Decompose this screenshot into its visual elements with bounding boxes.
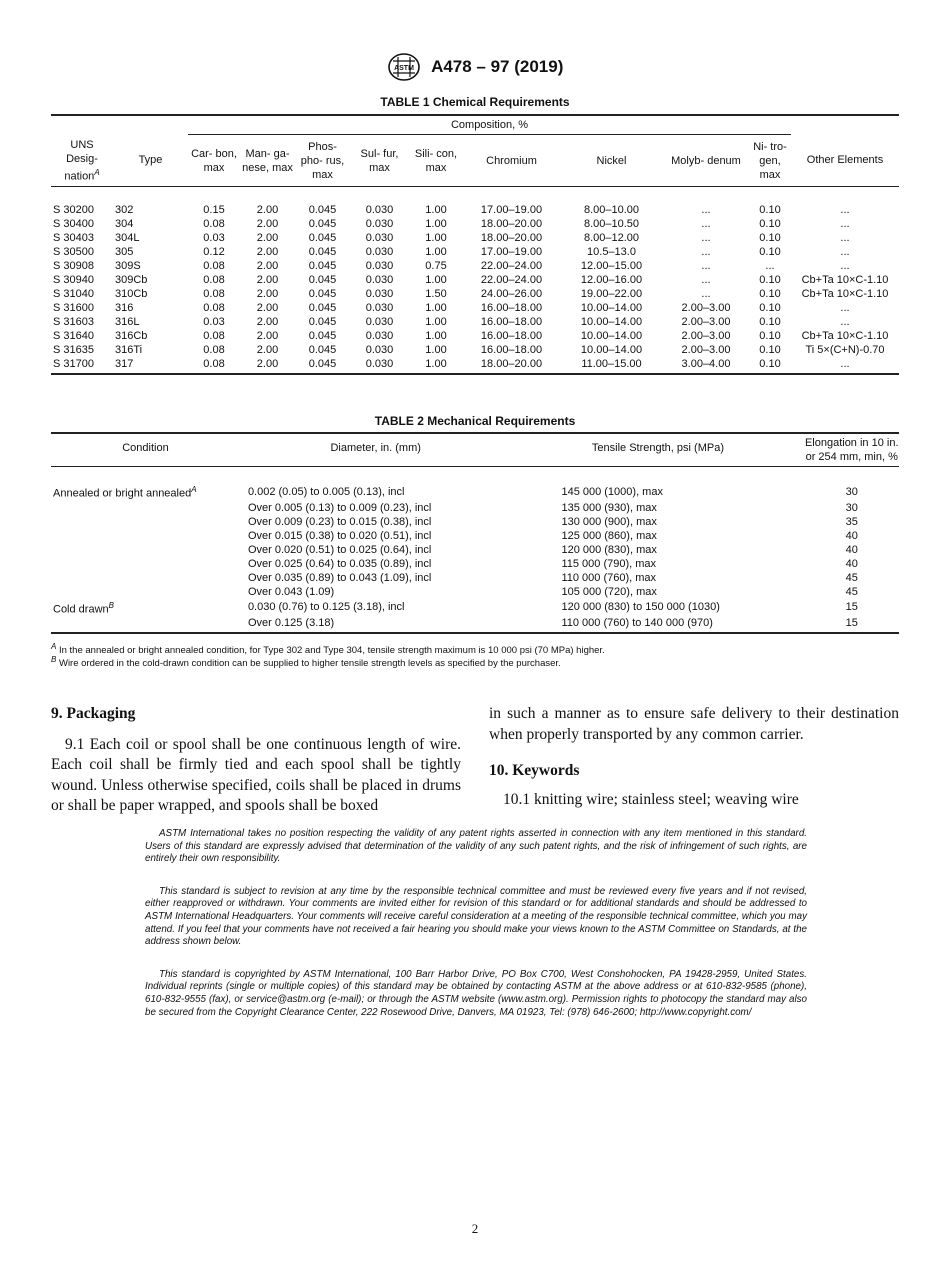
page-number: 2 [471, 1221, 479, 1236]
elongation-cell: 40 [845, 529, 858, 542]
table-row [51, 245, 899, 259]
table-cell: 0.10 [759, 218, 781, 231]
condition-cell [51, 585, 240, 599]
table-cell: 0.08 [188, 357, 240, 374]
table-cell: S 31603 [53, 316, 94, 329]
table-cell: 1.50 [425, 288, 447, 301]
table-cell: 19.00–22.00 [580, 288, 643, 301]
table-cell: 1.00 [425, 316, 447, 329]
table-cell: 17.00–19.00 [480, 246, 543, 259]
table-cell: 309Cb [115, 274, 148, 287]
table-cell: 0.08 [203, 274, 225, 287]
table-cell: 317 [113, 357, 188, 374]
table-cell: 316Cb [115, 330, 148, 343]
table-cell: 10.00–14.00 [580, 330, 643, 343]
table-cell: 8.00–10.00 [583, 204, 640, 217]
table-cell: Cb+Ta 10×C-1.10 [801, 274, 889, 287]
table-cell: 2.00–3.00 [681, 302, 731, 315]
table-row [51, 187, 899, 218]
table-cell: 16.00–18.00 [480, 302, 543, 315]
table-cell: 309S [115, 260, 141, 273]
condition-cell: Annealed or bright annealed$^A$ [53, 485, 197, 500]
table-cell: 0.08 [203, 330, 225, 343]
table-cell: 310Cb [115, 288, 148, 301]
table-row [51, 287, 899, 301]
table-cell: S 30908 [53, 260, 94, 273]
tensile-cell: 110 000 (760) to 140 000 (970) [511, 616, 804, 633]
elongation-cell: 45 [845, 571, 858, 584]
section9-heading: 9. Packaging [51, 705, 136, 722]
condition-cell: Cold drawn$^B$ [53, 600, 114, 616]
table-row [51, 501, 899, 515]
table-cell: 0.08 [203, 344, 225, 357]
col-molybdenum: Molyb- denum [663, 135, 749, 187]
table-cell: ... [701, 288, 711, 301]
table-cell: 1.00 [425, 330, 447, 343]
elongation-cell: 15 [804, 616, 899, 633]
table-row [51, 543, 899, 557]
table-cell: 1.00 [425, 302, 447, 315]
table-cell: 1.00 [425, 204, 447, 217]
table-cell: 2.00 [256, 204, 279, 217]
table-cell: 0.045 [308, 232, 337, 245]
table-cell: 0.045 [308, 316, 337, 329]
table-cell: 12.00–16.00 [580, 274, 643, 287]
tensile-cell: 105 000 (720), max [561, 585, 657, 598]
table-cell: 8.00–10.50 [583, 218, 640, 231]
table-cell: ... [791, 357, 899, 374]
table-cell: 10.00–14.00 [580, 344, 643, 357]
table-cell: 0.045 [308, 260, 337, 273]
tensile-cell: 120 000 (830), max [561, 543, 657, 556]
table-cell: 0.10 [759, 316, 781, 329]
table-cell: 18.00–20.00 [463, 357, 560, 374]
diameter-cell: Over 0.009 (0.23) to 0.015 (0.38), incl [247, 515, 432, 528]
table-cell: 0.10 [759, 204, 781, 217]
table-cell: 1.00 [425, 232, 447, 245]
table-cell: 2.00 [256, 218, 279, 231]
condition-cell [51, 501, 240, 515]
table-row [51, 357, 899, 374]
table-cell: 11.00–15.00 [560, 357, 663, 374]
table-cell: 10.5–13.0 [587, 246, 636, 259]
table-cell: 1.00 [425, 344, 447, 357]
table2-footnote-a: $^A$ In the annealed or bright annealed condition, for Type 302 and Type 304, tensile strength maximum is 10 000 psi (70 MPa) higher. [51, 642, 605, 657]
col-condition: Condition [51, 433, 240, 467]
table-cell: 0.10 [759, 246, 781, 259]
table2-footnote-b: $^B$ Wire ordered in the cold-drawn condition can be supplied to higher tensile strength levels as specified by the purchaser. [51, 655, 561, 670]
table-cell: 2.00 [256, 246, 279, 259]
table-cell: Cb+Ta 10×C-1.10 [801, 288, 889, 301]
tensile-cell: 120 000 (830) to 150 000 (1030) [561, 601, 720, 614]
revision-notice: This standard is subject to revision at any time by the responsible technical committee and must be reviewed every five years and if not revised, either reapproved or withdrawn. Your comments are invited either for revision of this standard or for additional standards and should be addressed to ASTM International Headquarters. Your comments will receive careful consideration at a meeting of the responsible technical committee, which you may attend. If you feel that your comments have not received a fair hearing you should make your views known to the ASTM Committee on Standards, at the address shown below. [145, 885, 807, 948]
table-cell: 16.00–18.00 [480, 330, 543, 343]
elongation-cell: 45 [845, 585, 858, 598]
tensile-cell: 115 000 (790), max [561, 557, 657, 570]
table-cell: 0.030 [365, 218, 394, 231]
table-cell: ... [840, 302, 850, 315]
tensile-cell: 145 000 (1000), max [561, 485, 663, 498]
table-cell: 2.00 [256, 344, 279, 357]
elongation-cell: 30 [845, 501, 858, 514]
table-cell: 0.030 [365, 204, 394, 217]
table-cell: ... [701, 218, 711, 231]
table-cell: 2.00–3.00 [681, 316, 731, 329]
table-cell: 0.030 [365, 274, 394, 287]
table-row [51, 599, 899, 617]
table-cell: 0.15 [203, 204, 225, 217]
table-cell: S 30940 [53, 274, 94, 287]
table-row [51, 616, 899, 633]
table-cell: 0.045 [308, 204, 337, 217]
table-cell: 0.030 [365, 302, 394, 315]
table-row [51, 515, 899, 529]
table-cell: 0.75 [425, 260, 447, 273]
table-cell: ... [840, 218, 850, 231]
table-cell: 22.00–24.00 [480, 260, 543, 273]
table-cell: S 30200 [53, 204, 94, 217]
elongation-cell: 30 [845, 485, 858, 498]
diameter-cell: Over 0.043 (1.09) [247, 585, 335, 598]
table-cell: Ti 5×(C+N)-0.70 [805, 344, 885, 357]
elongation-cell: 35 [845, 515, 858, 528]
table-cell: S 31600 [53, 302, 94, 315]
col-tensile: Tensile Strength, psi (MPa) [511, 433, 804, 467]
diameter-cell: Over 0.035 (0.89) to 0.043 (1.09), incl [247, 571, 432, 584]
section9-paragraph-continued: in such a manner as to ensure safe delivery to their destination when properly transported by any common carrier. [489, 705, 899, 743]
table-cell: 1.00 [425, 274, 447, 287]
table-row [51, 329, 899, 343]
table-cell: 2.00 [240, 357, 295, 374]
logo-text: ASTM [393, 65, 414, 72]
table-cell: 304 [115, 218, 134, 231]
table-cell: 0.045 [308, 218, 337, 231]
table-cell: 16.00–18.00 [480, 316, 543, 329]
condition-cell [51, 543, 240, 557]
table-cell: 0.045 [308, 274, 337, 287]
table-cell: 316L [115, 316, 140, 329]
table-cell: ... [701, 246, 711, 259]
table2-caption: TABLE 2 Mechanical Requirements [374, 414, 576, 428]
copyright-notice: This standard is copyrighted by ASTM International, 100 Barr Harbor Drive, PO Box C700, West Conshohocken, PA 19428-2959, United States. Individual reprints (single or multiple copies) of this standard may be obtained by contacting ASTM at the above address or at 610-832-9585 (phone), 610-832-9555 (fax), or service@astm.org (e-mail); or through the ASTM website (www.astm.org). Permission rights to photocopy the standard may also be secured from the Copyright Clearance Center, 222 Rosewood Drive, Danvers, MA 01923, Tel: (978) 646-2600; http://www.copyright.com/ [145, 968, 807, 1018]
table-cell: 1.00 [409, 357, 463, 374]
condition-cell [51, 616, 240, 633]
table-cell: 18.00–20.00 [480, 218, 543, 231]
section9-paragraph: 9.1 Each coil or spool shall be one continuous length of wire. Each coil shall be firmly tied and each spool shall be tightly wound. Unless otherwise specified, coils shall be placed in drums or shall be paper wrapped, and spools shall be boxed [51, 735, 461, 814]
condition-cell [51, 515, 240, 529]
diameter-cell: Over 0.015 (0.38) to 0.020 (0.51), incl [247, 529, 432, 542]
table-cell: 2.00 [256, 316, 279, 329]
table-cell: Cb+Ta 10×C-1.10 [801, 330, 889, 343]
table-cell: 2.00–3.00 [681, 344, 731, 357]
table-row [51, 571, 899, 585]
table-cell: 0.045 [295, 357, 350, 374]
table-cell: 0.08 [203, 260, 225, 273]
table-cell: 304L [115, 232, 140, 245]
table-cell: 0.045 [308, 288, 337, 301]
table-cell: 12.00–15.00 [580, 260, 643, 273]
table-cell: S 31700 [51, 357, 113, 374]
table-row [51, 301, 899, 315]
condition-cell [51, 557, 240, 571]
tensile-cell: 125 000 (860), max [561, 529, 657, 542]
table-cell: 2.00–3.00 [681, 330, 731, 343]
table-cell: 10.00–14.00 [580, 316, 643, 329]
table-cell: 2.00 [256, 330, 279, 343]
table-cell: 0.030 [365, 330, 394, 343]
elongation-cell: 40 [845, 543, 858, 556]
table-cell: 0.045 [308, 344, 337, 357]
table-cell: 0.10 [759, 274, 781, 287]
table-cell: ... [701, 274, 711, 287]
col-manganese: Man- ga- nese, max [240, 135, 295, 187]
table-row [51, 343, 899, 357]
table-cell: 2.00 [256, 302, 279, 315]
tensile-cell: 110 000 (760), max [561, 571, 657, 584]
table-cell: 0.045 [308, 330, 337, 343]
section10-paragraph: 10.1 knitting wire; stainless steel; weaving wire [503, 790, 799, 808]
table-cell: 0.045 [308, 302, 337, 315]
col-sulfur: Sul- fur, max [350, 135, 409, 187]
table-cell: 2.00 [256, 260, 279, 273]
table-cell: 2.00 [256, 232, 279, 245]
table-cell: 0.030 [365, 288, 394, 301]
table-cell: 18.00–20.00 [480, 232, 543, 245]
mechanical-requirements-table [51, 432, 899, 634]
table-cell: 0.030 [365, 260, 394, 273]
col-type: Type [113, 135, 188, 187]
table-cell: ... [765, 260, 775, 273]
elongation-cell: 15 [845, 601, 858, 614]
col-diameter: Diameter, in. (mm) [240, 433, 512, 467]
diameter-cell: Over 0.005 (0.13) to 0.009 (0.23), incl [247, 501, 432, 514]
col-chromium: Chromium [463, 135, 560, 187]
table-cell: 316Ti [115, 344, 143, 357]
table-cell: 302 [115, 204, 134, 217]
table-cell: S 31635 [53, 344, 94, 357]
table-cell: 0.12 [203, 246, 225, 259]
table-cell: 0.08 [203, 288, 225, 301]
col-other: Other Elements [791, 135, 899, 187]
table-cell: 0.030 [365, 232, 394, 245]
table-cell: S 30500 [53, 246, 94, 259]
table-cell: 0.045 [308, 246, 337, 259]
table-cell: 305 [115, 246, 134, 259]
table-cell: ... [701, 204, 711, 217]
table-cell: 0.030 [365, 246, 394, 259]
table-cell: ... [840, 246, 850, 259]
legal-notices [145, 828, 807, 1039]
table-cell: 0.10 [749, 357, 791, 374]
table-cell: 0.08 [203, 218, 225, 231]
astm-logo-icon [387, 52, 421, 82]
table-cell: 0.030 [350, 357, 409, 374]
table-cell: 24.00–26.00 [480, 288, 543, 301]
table-row [51, 259, 899, 273]
table-cell: 16.00–18.00 [480, 344, 543, 357]
col-phosphorus: Phos- pho- rus, max [295, 135, 350, 187]
condition-cell [51, 571, 240, 585]
table-row [51, 557, 899, 571]
table-row [51, 231, 899, 245]
left-column [51, 704, 461, 817]
table-cell: 0.10 [759, 302, 781, 315]
table-cell: ... [840, 316, 850, 329]
table-cell: S 30400 [53, 218, 94, 231]
table-cell: 1.00 [425, 218, 447, 231]
table-cell: 22.00–24.00 [480, 274, 543, 287]
tensile-cell: 135 000 (930), max [561, 501, 657, 514]
col-nickel: Nickel [560, 135, 663, 187]
table-row [51, 217, 899, 231]
table-cell: ... [701, 232, 711, 245]
table-cell: 0.10 [759, 232, 781, 245]
table-cell: 2.00 [256, 274, 279, 287]
table-cell: 0.030 [365, 344, 394, 357]
table-row [51, 467, 899, 501]
table-row [51, 315, 899, 329]
table-cell: ... [840, 204, 850, 217]
diameter-cell: Over 0.125 (3.18) [240, 616, 512, 633]
table-cell: 0.10 [759, 288, 781, 301]
table-cell: 0.030 [365, 316, 394, 329]
table-cell: S 30403 [53, 232, 94, 245]
table-cell: S 31640 [53, 330, 94, 343]
table-cell: 17.00–19.00 [480, 204, 543, 217]
col-nitrogen: Ni- tro- gen, max [749, 135, 791, 187]
table-cell: 10.00–14.00 [580, 302, 643, 315]
table-row [51, 273, 899, 287]
table-cell: 0.10 [759, 330, 781, 343]
diameter-cell: 0.002 (0.05) to 0.005 (0.13), incl [247, 485, 405, 498]
table-cell: 0.03 [203, 232, 225, 245]
col-uns: UNS Desig- nation$^A$ [51, 135, 113, 187]
table-cell: ... [840, 260, 850, 273]
table-cell: 0.10 [759, 344, 781, 357]
table-cell: ... [840, 232, 850, 245]
table-cell: 0.08 [203, 302, 225, 315]
table-cell: 3.00–4.00 [663, 357, 749, 374]
composition-header: Composition, % [188, 115, 791, 135]
table-cell: 0.03 [203, 316, 225, 329]
col-elongation: Elongation in 10 in. or 254 mm, min, % [804, 433, 899, 467]
table-cell: 8.00–12.00 [583, 232, 640, 245]
table-cell: S 31040 [53, 288, 94, 301]
tensile-cell: 130 000 (900), max [561, 515, 657, 528]
right-column [489, 704, 899, 810]
diameter-cell: Over 0.020 (0.51) to 0.025 (0.64), incl [247, 543, 432, 556]
table-row [51, 529, 899, 543]
diameter-cell: Over 0.025 (0.64) to 0.035 (0.89), incl [247, 557, 432, 570]
page-header [0, 52, 950, 82]
section10-heading: 10. Keywords [489, 762, 580, 779]
document-title: A478 – 97 (2019) [431, 57, 564, 76]
table-cell: 316 [115, 302, 134, 315]
chemical-requirements-table [51, 114, 899, 375]
patent-notice: ASTM International takes no position respecting the validity of any patent rights asserted in connection with any item mentioned in this standard. Users of this standard are expressly advised that determination of the validity of any such patent rights, and the risk of infringement of such rights, are entirely their own responsibility. [145, 828, 807, 865]
table-cell: 1.00 [425, 246, 447, 259]
elongation-cell: 40 [845, 557, 858, 570]
col-carbon: Car- bon, max [188, 135, 240, 187]
diameter-cell: 0.030 (0.76) to 0.125 (3.18), incl [247, 601, 405, 614]
col-silicon: Sili- con, max [409, 135, 463, 187]
table-row [51, 585, 899, 599]
table-cell: ... [701, 260, 711, 273]
table1-caption: TABLE 1 Chemical Requirements [380, 95, 570, 109]
condition-cell [51, 529, 240, 543]
table-cell: 2.00 [256, 288, 279, 301]
